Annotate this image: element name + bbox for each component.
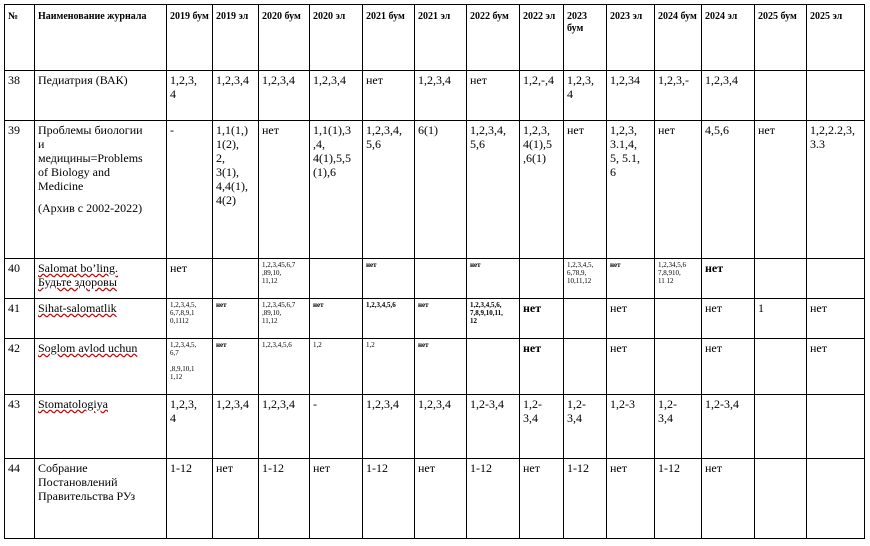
cell-value: нет xyxy=(213,299,259,339)
cell-value: нет xyxy=(213,339,259,395)
cell-value: 1-12 xyxy=(564,459,607,539)
table-row xyxy=(5,299,865,339)
cell-value xyxy=(755,339,807,395)
cell-value: 1,2,3, 4(1),5 ,6(1) xyxy=(520,121,564,259)
cell-value: 1,2,34 xyxy=(607,71,655,121)
table-row xyxy=(5,459,865,539)
journal-name-note: (Архив с 2002-2022) xyxy=(38,201,143,215)
cell-value xyxy=(755,259,807,299)
header-2025-print: 2025 бум xyxy=(755,5,807,71)
cell-value: 1,2,3,4 xyxy=(363,395,415,459)
cell-value: нет xyxy=(702,299,755,339)
cell-value: 1,2,3,4 xyxy=(415,395,467,459)
cell-value xyxy=(213,259,259,299)
row-num: 44 xyxy=(5,459,35,539)
cell-value: 1,2,3, 3.1,4, 5, 5.1, 6 xyxy=(607,121,655,259)
cell-value: нет xyxy=(310,299,363,339)
cell-value: нет xyxy=(564,121,607,259)
cell-value: 1,2,3, 4 xyxy=(564,71,607,121)
journal-name-cell xyxy=(35,121,167,259)
journal-name xyxy=(35,259,167,299)
cell-value: 1,2,3,4,5,6 xyxy=(259,339,310,395)
header-2024-print: 2024 бум xyxy=(655,5,702,71)
header-2019-print: 2019 бум xyxy=(167,5,213,71)
table-row xyxy=(5,259,865,299)
cell-value: 1,2,3,4,5, 6,7 ,8,9,10,1 1,12 xyxy=(167,339,213,395)
cell-value: 1,2,3,4,5, 6,78,9, 10,11,12 xyxy=(564,259,607,299)
cell-value: 1,2 xyxy=(310,339,363,395)
row-num: 42 xyxy=(5,339,35,395)
cell-value: - xyxy=(167,121,213,259)
header-2020-electronic: 2020 эл xyxy=(310,5,363,71)
cell-value: 1,1(1),3 ,4, 4(1),5,5 (1),6 xyxy=(310,121,363,259)
cell-value: нет xyxy=(607,299,655,339)
journal-name xyxy=(35,299,167,339)
journal-name xyxy=(35,339,167,395)
cell-value: 1,2,-,4 xyxy=(520,71,564,121)
cell-value: нет xyxy=(807,339,865,395)
cell-value: нет xyxy=(702,339,755,395)
header-2020-print: 2020 бум xyxy=(259,5,310,71)
header-2025-electronic: 2025 эл xyxy=(807,5,865,71)
cell-value: 1,2,3, 4 xyxy=(167,71,213,121)
cell-value xyxy=(807,259,865,299)
table-row xyxy=(5,339,865,395)
cell-value: нет xyxy=(655,121,702,259)
cell-value xyxy=(807,395,865,459)
header-2023-electronic: 2023 эл xyxy=(607,5,655,71)
cell-value xyxy=(520,259,564,299)
cell-value: нет xyxy=(702,259,755,299)
cell-value: нет xyxy=(467,71,520,121)
cell-value: нет xyxy=(520,299,564,339)
journal-name-text: Soglom avlod uchun xyxy=(38,341,138,355)
journal-name-text: Sihat-salomatlik xyxy=(38,301,117,315)
cell-value: 6(1) xyxy=(415,121,467,259)
journal-name-text: Stomatologiya xyxy=(38,397,108,411)
cell-value: нет xyxy=(520,339,564,395)
cell-value: нет xyxy=(415,459,467,539)
cell-value xyxy=(564,299,607,339)
header-2021-electronic: 2021 эл xyxy=(415,5,467,71)
header-num: № xyxy=(5,5,35,71)
cell-value xyxy=(755,459,807,539)
cell-value: 4,5,6 xyxy=(702,121,755,259)
cell-value: 1,2,3, 4 xyxy=(167,395,213,459)
cell-value: 1,2-3 xyxy=(607,395,655,459)
row-num: 40 xyxy=(5,259,35,299)
journals-table xyxy=(4,4,865,539)
cell-value: нет xyxy=(702,459,755,539)
header-2021-print: 2021 бум xyxy=(363,5,415,71)
cell-value: нет xyxy=(755,121,807,259)
table-row xyxy=(5,71,865,121)
cell-value: 1,2,34,5,6 7,8,910, 11 12 xyxy=(655,259,702,299)
cell-value xyxy=(310,259,363,299)
cell-value: 1,2-3,4 xyxy=(702,395,755,459)
cell-value: 1-12 xyxy=(259,459,310,539)
cell-value: 1-12 xyxy=(467,459,520,539)
cell-value: 1,2,3,4 xyxy=(213,395,259,459)
table-row xyxy=(5,395,865,459)
cell-value xyxy=(467,339,520,395)
row-num: 43 xyxy=(5,395,35,459)
journal-name: Педиатрия (ВАК) xyxy=(35,71,167,121)
cell-value: 1,2,3,4 xyxy=(259,71,310,121)
cell-value: нет xyxy=(607,339,655,395)
cell-value: 1,2- 3,4 xyxy=(520,395,564,459)
cell-value: нет xyxy=(807,299,865,339)
journal-name xyxy=(35,395,167,459)
cell-value: 1,2- 3,4 xyxy=(655,395,702,459)
cell-value: 1 xyxy=(755,299,807,339)
cell-value: 1,2-3,4 xyxy=(467,395,520,459)
cell-value: нет xyxy=(520,459,564,539)
cell-value: нет xyxy=(415,339,467,395)
cell-value: нет xyxy=(607,259,655,299)
cell-value: нет xyxy=(607,459,655,539)
cell-value: 1-12 xyxy=(363,459,415,539)
header-2022-electronic: 2022 эл xyxy=(520,5,564,71)
cell-value: 1,2,3,4, 5,6 xyxy=(467,121,520,259)
cell-value xyxy=(415,259,467,299)
cell-value: нет xyxy=(213,459,259,539)
cell-value: 1,2,3,4,5,6 xyxy=(363,299,415,339)
cell-value: 1,1(1,) 1(2), 2, 3(1), 4,4(1), 4(2) xyxy=(213,121,259,259)
cell-value: 1,2,3,4, 5,6 xyxy=(363,121,415,259)
cell-value: 1,2,3,- xyxy=(655,71,702,121)
header-row xyxy=(5,5,865,71)
header-2023-print: 2023 бум xyxy=(564,5,607,71)
cell-value: нет xyxy=(363,259,415,299)
cell-value: 1,2,3,4 xyxy=(702,71,755,121)
cell-value: - xyxy=(310,395,363,459)
cell-value: нет xyxy=(363,71,415,121)
journal-name xyxy=(35,459,167,539)
cell-value: нет xyxy=(259,121,310,259)
cell-value: нет xyxy=(415,299,467,339)
cell-value xyxy=(755,395,807,459)
cell-value xyxy=(807,71,865,121)
header-2019-electronic: 2019 эл xyxy=(213,5,259,71)
cell-value: 1,2 xyxy=(363,339,415,395)
cell-value: 1,2,3,4,5, 6,7,8,9,1 0,1112 xyxy=(167,299,213,339)
cell-value xyxy=(564,339,607,395)
row-num: 41 xyxy=(5,299,35,339)
table-row xyxy=(5,121,865,259)
journal-name-text: Salomat bo’ling. Будьте здоровы xyxy=(38,261,118,289)
cell-value xyxy=(807,459,865,539)
row-num: 39 xyxy=(5,121,35,259)
cell-value: 1,2,3,4 xyxy=(259,395,310,459)
cell-value xyxy=(755,71,807,121)
cell-value: нет xyxy=(467,259,520,299)
cell-value: 1,2,3,45,6,7 ,89,10, 11,12 xyxy=(259,259,310,299)
header-journal-name: Наименование журнала xyxy=(35,5,167,71)
cell-value: 1,2,3,4,5,6, 7,8,9,10,11, 12 xyxy=(467,299,520,339)
cell-value: 1,2- 3,4 xyxy=(564,395,607,459)
cell-value: 1,2,2.2,3, 3.3 xyxy=(807,121,865,259)
cell-value: 1,2,3,4 xyxy=(415,71,467,121)
header-2024-electronic: 2024 эл xyxy=(702,5,755,71)
cell-value: 1,2,3,45,6,7 ,89,10, 11,12 xyxy=(259,299,310,339)
header-2022-print: 2022 бум xyxy=(467,5,520,71)
cell-value: нет xyxy=(310,459,363,539)
cell-value: нет xyxy=(167,259,213,299)
cell-value: 1,2,3,4 xyxy=(310,71,363,121)
cell-value xyxy=(655,299,702,339)
cell-value: 1-12 xyxy=(655,459,702,539)
cell-value: 1,2,3,4 xyxy=(213,71,259,121)
row-num: 38 xyxy=(5,71,35,121)
journal-name-text: Собрание Постановлений Правительства РУз xyxy=(38,461,136,503)
cell-value xyxy=(655,339,702,395)
journal-name: Проблемы биологии и медицины=Problems of Biology and Medicine xyxy=(38,123,143,193)
cell-value: 1-12 xyxy=(167,459,213,539)
